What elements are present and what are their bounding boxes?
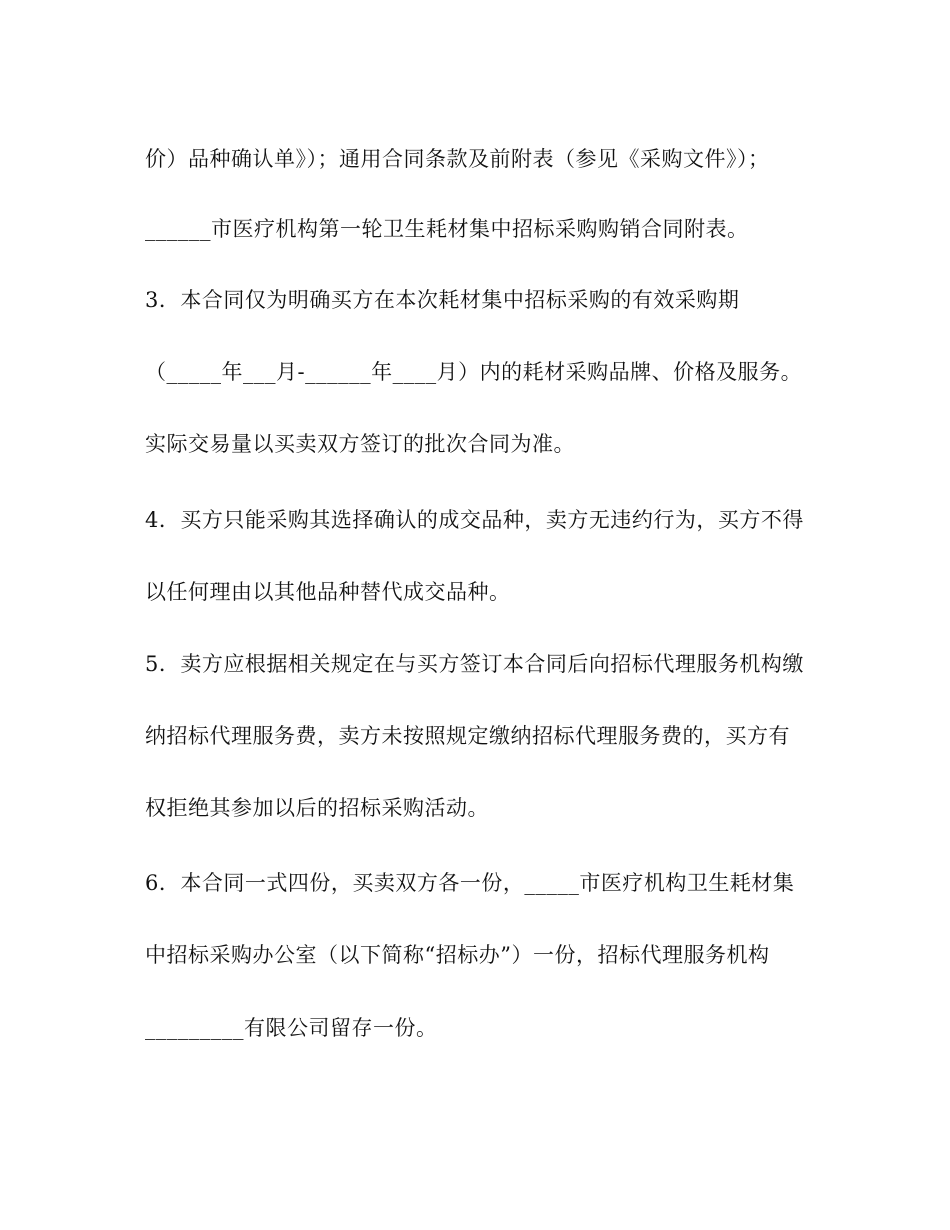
clause-4-line: 4．买方只能采购其选择确认的成交品种，卖方无违约行为，买方不得 [145, 508, 804, 532]
text-line: _________有限公司留存一份。 [145, 1016, 438, 1040]
text-line: 以任何理由以其他品种替代成交品种。 [145, 580, 511, 604]
clause-5-line: 5．卖方应根据相关规定在与买方签订本合同后向招标代理服务机构缴 [145, 652, 804, 676]
clause-6-line: 6．本合同一式四份，买卖双方各一份，_____市医疗机构卫生耗材集 [145, 871, 795, 895]
text-line: 纳招标代理服务费，卖方未按照规定缴纳招标代理服务费的，买方有 [145, 724, 790, 748]
text-line: 实际交易量以买卖双方签订的批次合同为准。 [145, 432, 575, 456]
text-line: 权拒绝其参加以后的招标采购活动。 [145, 796, 489, 820]
text-line: ______市医疗机构第一轮卫生耗材集中招标采购购销合同附表。 [145, 217, 749, 241]
clause-3-line: 3．本合同仅为明确买方在本次耗材集中招标采购的有效采购期 [145, 288, 740, 312]
text-line: 价）品种确认单》）；通用合同条款及前附表（参见《采购文件》）； [145, 147, 770, 171]
text-line: 中招标采购办公室（以下简称“招标办”）一份，招标代理服务机构 [145, 943, 770, 967]
text-line: （_____年___月-______年____月）内的耗材采购品牌、价格及服务。 [145, 360, 803, 384]
